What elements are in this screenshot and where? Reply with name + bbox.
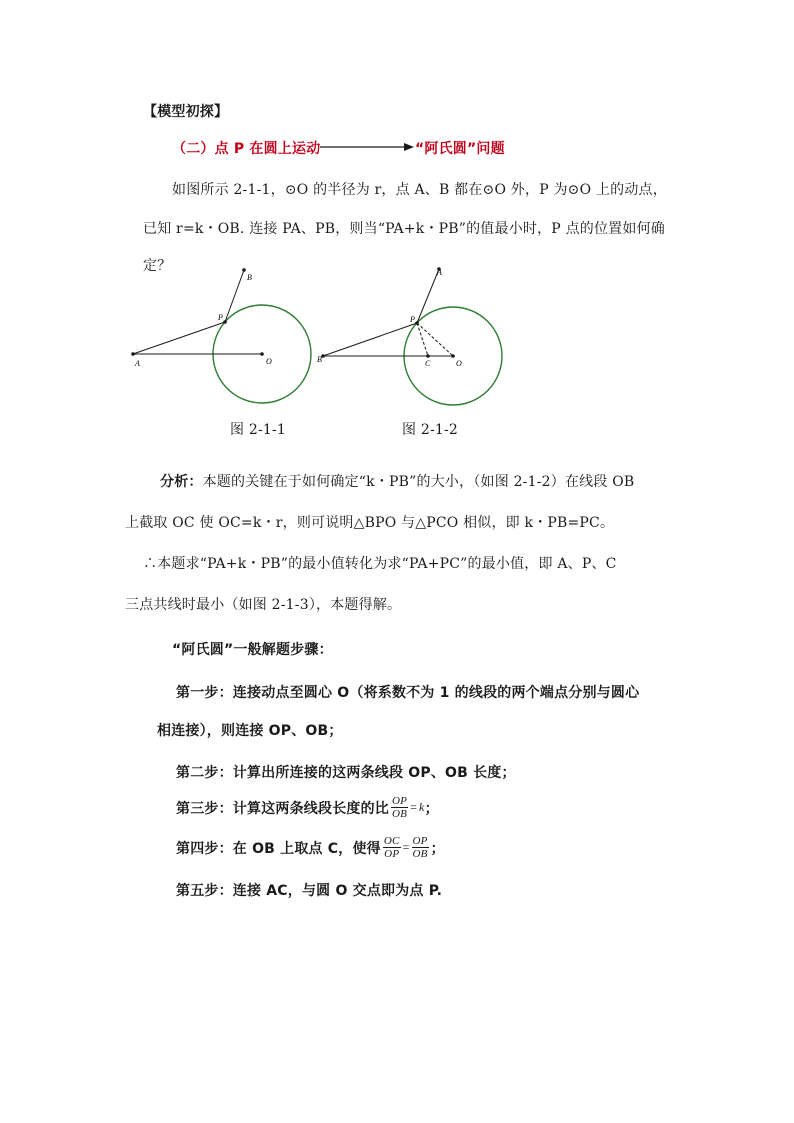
segment-ap (133, 322, 225, 354)
ratio-op-ob: $\frac{OP}{OB}$ (392, 795, 408, 820)
label-p: P (410, 315, 415, 324)
step-2: 第二步：计算出所连接的这两条线段 OP、OB 长度； (176, 765, 516, 781)
problem-line-1: 如图所示 2-1-1，⊙O 的半径为 r，点 A、B 都在⊙O 外，P 为⊙O 上的动点， (172, 182, 667, 198)
point-b (242, 268, 246, 272)
ratio-op-ob: $\frac{OP}{OB}$ (412, 835, 428, 860)
label-a: A (437, 268, 442, 277)
figure-2-1-1 (125, 262, 325, 412)
analysis-line-1 (160, 471, 634, 491)
step-4-text: 第四步：在 OB 上取点 C，使得 (176, 840, 381, 857)
analysis-line-2: 上截取 OC 使 OC=k・r，则可说明△BPO 与△PCO 相似，即 k・PB=PC。 (125, 515, 615, 531)
analysis-line-4: 三点共线时最小（如图 2-1-3），本题得解。 (125, 597, 402, 613)
subheading-right: “阿氏圆”问题 (415, 141, 505, 157)
point-p (415, 321, 419, 325)
step-4: 第四步：在 OB 上取点 C，使得 $\frac{OC}{OP}$ = $\frac{OP}{OB}$ ； (176, 835, 445, 860)
model-tag: 【模型初探】 (143, 104, 229, 120)
subheading-left: （二）点 P 在圆上运动 (172, 141, 321, 157)
problem-line-2: 已知 r=k・OB. 连接 PA、PB，则当“PA+k・PB”的值最小时，P 点的位置如何确 (143, 221, 665, 237)
label-b: B (247, 273, 252, 282)
point-a (131, 352, 135, 356)
arrow-right-icon (318, 141, 416, 153)
analysis-line-3: ∴本题求“PA+k・PB”的最小值转化为求“PA+PC”的最小值，即 A、P、C (143, 556, 617, 572)
ratio-oc-op: $\frac{OC}{OP}$ (383, 835, 400, 860)
label-p: P (218, 313, 223, 322)
caption-2-1-1: 图 2-1-1 (230, 422, 287, 438)
segment-pa (417, 269, 439, 323)
step-3: 第三步：计算这两条线段长度的比 $\frac{OP}{OB}$ = k ； (176, 795, 439, 820)
point-c (426, 354, 430, 358)
steps-title: “阿氏圆”一般解题步骤： (172, 642, 333, 658)
point-o (260, 352, 264, 356)
label-o: O (456, 359, 462, 368)
step-1-line-2: 相连接），则连接 OP、OB； (157, 723, 343, 739)
analysis-lead: 分析： (160, 474, 203, 490)
point-o (451, 354, 455, 358)
step-5: 第五步：连接 AC，与圆 O 交点即为点 P. (176, 883, 443, 899)
label-a: A (135, 359, 140, 368)
problem-line-3: 定？ (143, 258, 172, 274)
step-1-line-1: 第一步：连接动点至圆心 O（将系数不为 1 的线段的两个端点分别与圆心 (176, 685, 640, 701)
analysis-text-1: 本题的关键在于如何确定“k・PB”的大小，（如图 2-1-2）在线段 OB (202, 474, 635, 490)
caption-2-1-2: 图 2-1-2 (402, 422, 459, 438)
segment-bp (323, 323, 417, 356)
label-c: C (425, 359, 431, 368)
label-b: B (317, 355, 322, 364)
figure-2-1-2 (315, 262, 515, 412)
step-3-text: 第三步：计算这两条线段长度的比 (176, 800, 389, 817)
point-p (223, 320, 227, 324)
label-o: O (266, 357, 272, 366)
